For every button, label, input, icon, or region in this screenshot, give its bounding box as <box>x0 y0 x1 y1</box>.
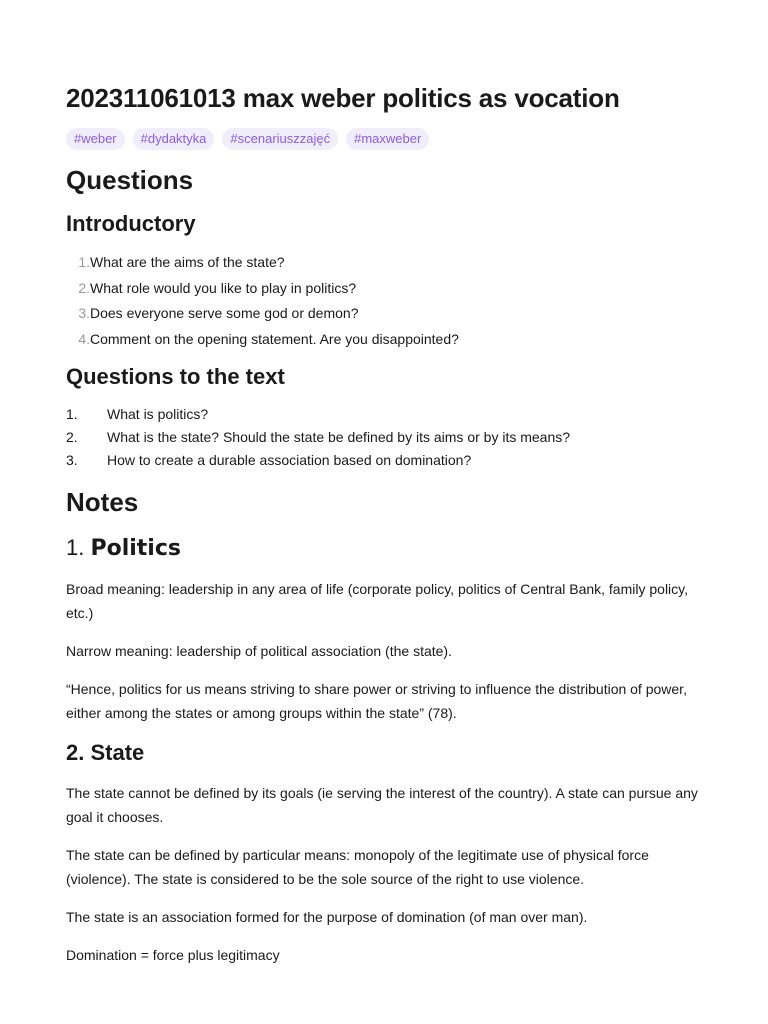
tag-dydaktyka[interactable]: #dydaktyka <box>133 128 215 150</box>
list-item-text: Comment on the opening statement. Are you disappointed? <box>90 331 459 348</box>
introductory-heading: Introductory <box>66 211 196 236</box>
list-item-text: What are the aims of the state? <box>90 254 285 270</box>
list-item <box>72 327 702 353</box>
list-item-text: How to create a durable association based on domination? <box>107 451 472 468</box>
list-item <box>66 426 702 449</box>
page-title: 202311061013 max weber politics as vocation <box>66 83 620 113</box>
paragraph: Domination = force plus legitimacy <box>66 946 280 963</box>
questions-to-text-heading: Questions to the text <box>66 363 285 389</box>
list-item-number: 4. <box>78 331 90 348</box>
introductory-list <box>66 250 702 353</box>
list-item-number: 3. <box>66 451 78 468</box>
list-item-text: What is politics? <box>107 405 209 422</box>
state-section-heading: 2. State <box>66 739 145 765</box>
notes-heading: Notes <box>66 486 139 517</box>
tag-maxweber[interactable]: #maxweber <box>346 128 429 150</box>
paragraph: The state can be defined by particular means: monopoly of the legitimate use of physical force (violence). The state is considered to be the sole source of the right to use violence. <box>66 846 649 887</box>
paragraph: Narrow meaning: leadership of political association (the state). <box>66 642 452 659</box>
list-item <box>72 276 702 302</box>
tag-weber[interactable]: #weber <box>66 128 125 150</box>
list-item-number: 3. <box>78 305 90 322</box>
list-item <box>66 449 702 472</box>
section-title: Politics <box>90 535 181 561</box>
paragraph: The state is an association formed for the purpose of domination (of man over man). <box>66 908 588 925</box>
list-item-number: 2. <box>78 279 90 296</box>
questions-to-text-list <box>66 403 702 472</box>
list-item <box>72 301 702 327</box>
list-item <box>66 403 702 426</box>
tag-list <box>66 128 702 150</box>
list-item-number: 1. <box>66 405 78 422</box>
paragraph: “Hence, politics for us means striving to share power or striving to influence the distribution of power, either among the states or among groups within the state” (78). <box>66 680 687 721</box>
list-item-number: 2. <box>66 428 78 445</box>
list-item-number: 1. <box>78 254 90 270</box>
list-item-text: What is the state? Should the state be defined by its aims or by its means? <box>107 428 571 445</box>
list-item-text: What role would you like to play in politics? <box>90 279 357 296</box>
paragraph: The state cannot be defined by its goals (ie serving the interest of the country). A state can pursue any goal it chooses. <box>66 784 698 825</box>
politics-section-heading <box>66 534 702 563</box>
paragraph: Broad meaning: leadership in any area of life (corporate policy, politics of Central Bank, family policy, etc.) <box>66 580 689 621</box>
list-item <box>72 250 702 276</box>
questions-heading: Questions <box>66 165 194 195</box>
section-number: 1. <box>66 534 91 560</box>
tag-scenariuszzajec[interactable]: #scenariuszzajęć <box>222 128 338 150</box>
list-item-text: Does everyone serve some god or demon? <box>90 305 359 322</box>
